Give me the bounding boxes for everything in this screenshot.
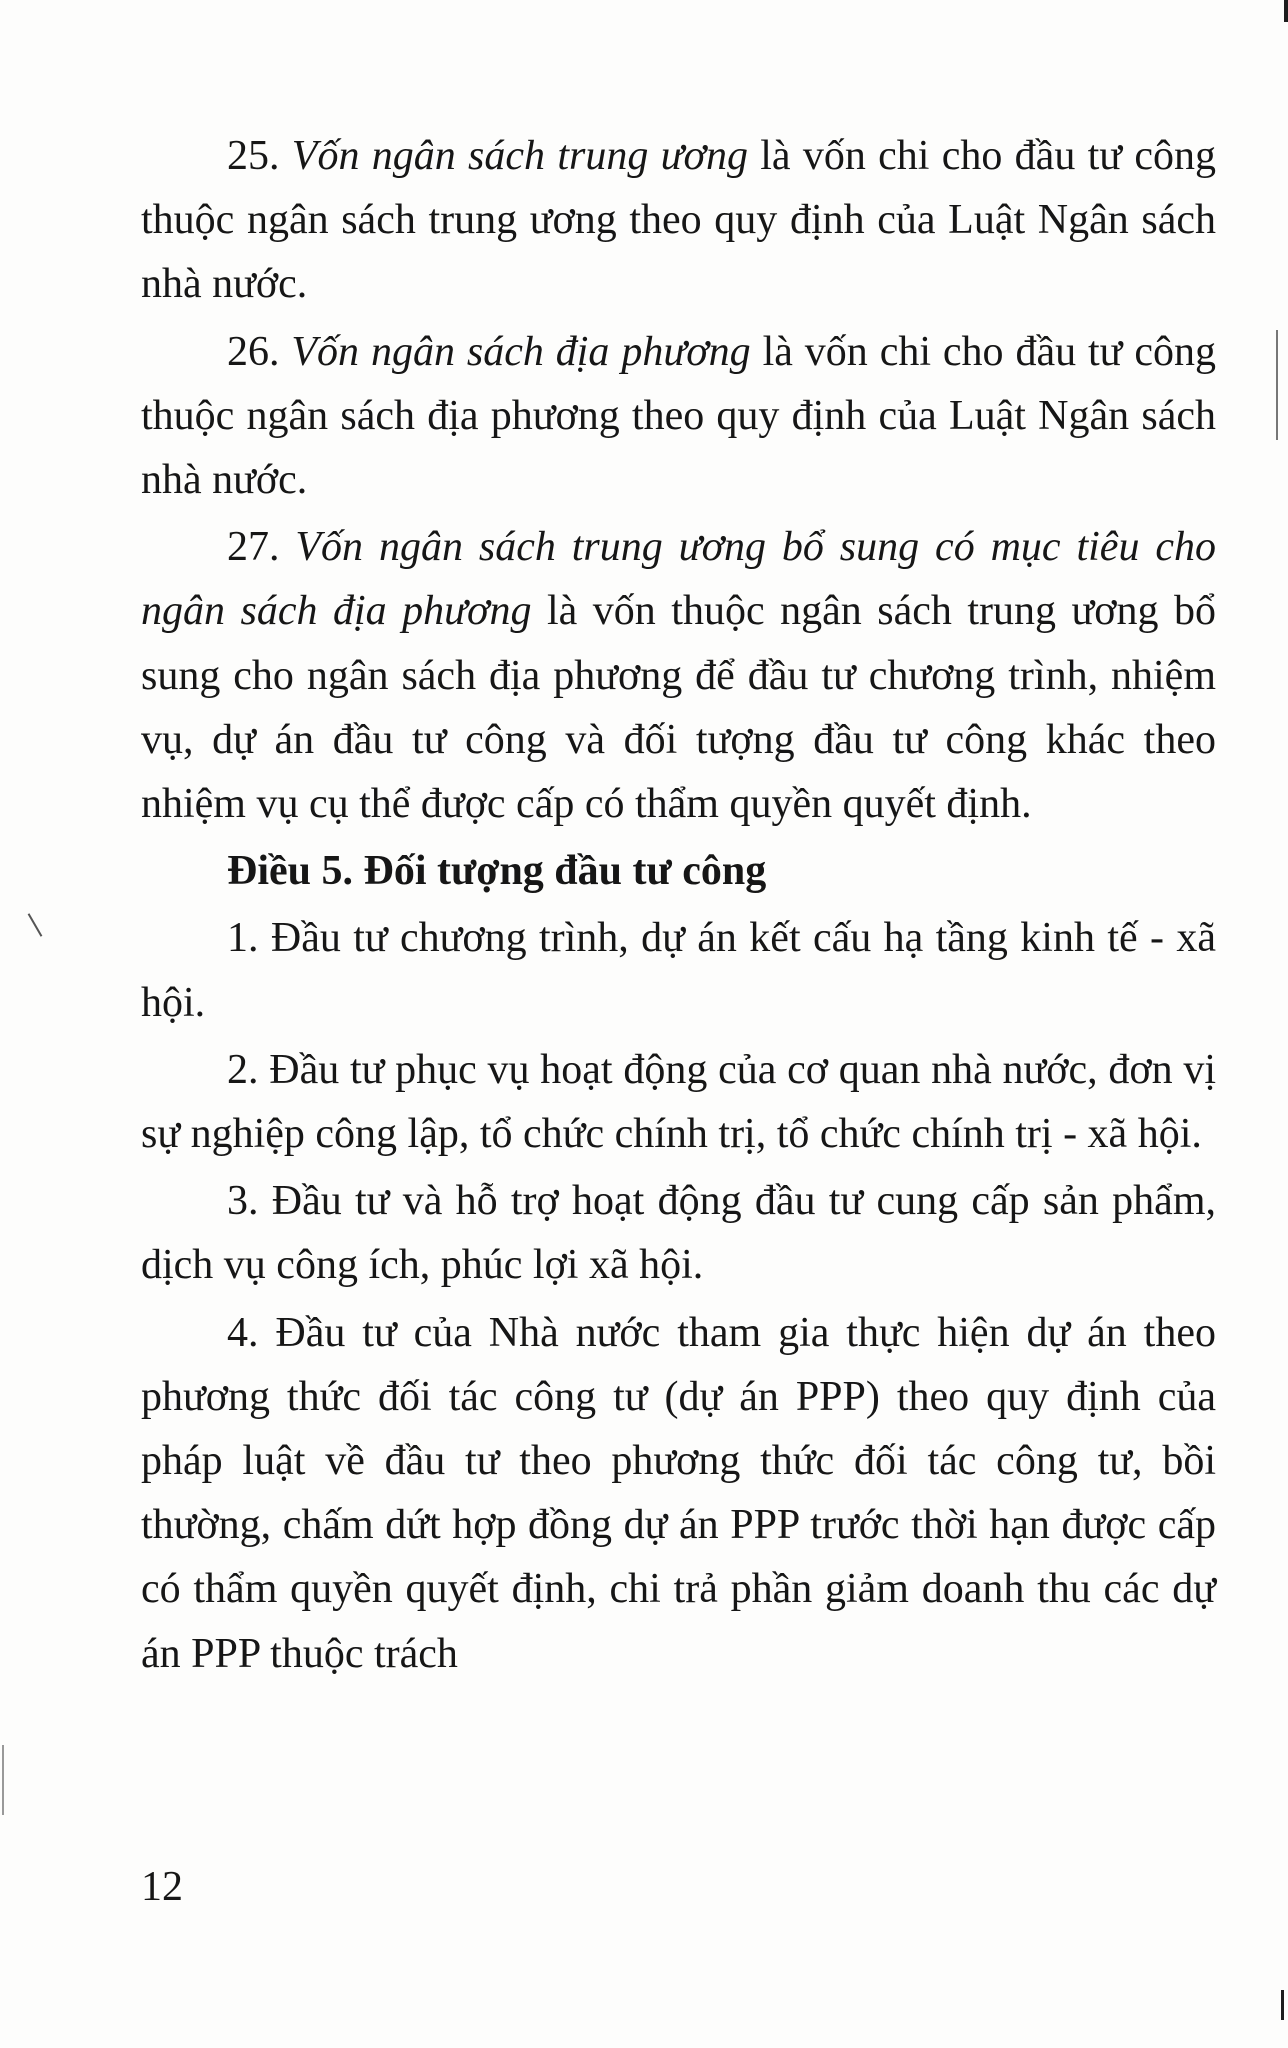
scan-edge-mark <box>1281 1990 1284 2020</box>
definition-paragraph-27 <box>141 515 1216 836</box>
definition-text: là vốn chi cho đầu tư công thuộc ngân sách địa phương theo quy định của Luật Ngân sách nhà nước. <box>141 328 1216 504</box>
paragraph-number: 26. <box>227 328 280 375</box>
scan-edge-mark <box>1284 0 1288 22</box>
list-item-3: 3. Đầu tư và hỗ trợ hoạt động đầu tư cung cấp sản phẩm, dịch vụ công ích, phúc lợi xã hội. <box>141 1178 1216 1289</box>
article-heading: Điều 5. Đối tượng đầu tư công <box>227 848 767 895</box>
definition-paragraph-26 <box>141 320 1216 513</box>
scan-edge-mark <box>1276 330 1278 440</box>
body-text <box>141 124 1216 1686</box>
defined-term: Vốn ngân sách trung ương <box>291 133 748 179</box>
definition-text: là vốn thuộc ngân sách trung ương bổ sung cho ngân sách địa phương để đầu tư chương trình, nhiệm vụ, dự án đầu tư công và đối tượng đầu tư công khác theo nhiệm vụ cụ thể được cấp có thẩm quyền quyết định. <box>141 588 1216 828</box>
list-item-4: 4. Đầu tư của Nhà nước tham gia thực hiện dự án theo phương thức đối tác công tư (dự án PPP) theo quy định của pháp luật về đầu tư theo phương thức đối tác công tư, bồi thường, chấm dứt hợp đồng dự án PPP trước thời hạn được cấp có thẩm quyền quyết định, chi trả phần giảm doanh thu các dự án PPP thuộc trách <box>141 1309 1216 1677</box>
defined-term: Vốn ngân sách địa phương <box>291 328 751 375</box>
paragraph-number: 27. <box>227 524 280 571</box>
list-item-2: 2. Đầu tư phục vụ hoạt động của cơ quan nhà nước, đơn vị sự nghiệp công lập, tổ chức chính trị, tổ chức chính trị - xã hội. <box>141 1046 1216 1158</box>
definition-text: là vốn chi cho đầu tư công thuộc ngân sách trung ương theo quy định của Luật Ngân sách nhà nước. <box>141 133 1216 308</box>
list-item-1: 1. Đầu tư chương trình, dự án kết cấu hạ tầng kinh tế - xã hội. <box>141 915 1216 1026</box>
definition-paragraph-25 <box>141 124 1216 317</box>
defined-term: Vốn ngân sách trung ương bổ sung có mục tiêu cho ngân sách địa phương <box>141 524 1216 635</box>
scan-edge-mark <box>2 1745 4 1815</box>
paragraph-number: 25. <box>227 133 280 179</box>
scan-edge-mark <box>28 913 43 937</box>
page-number: 12 <box>141 1864 183 1910</box>
